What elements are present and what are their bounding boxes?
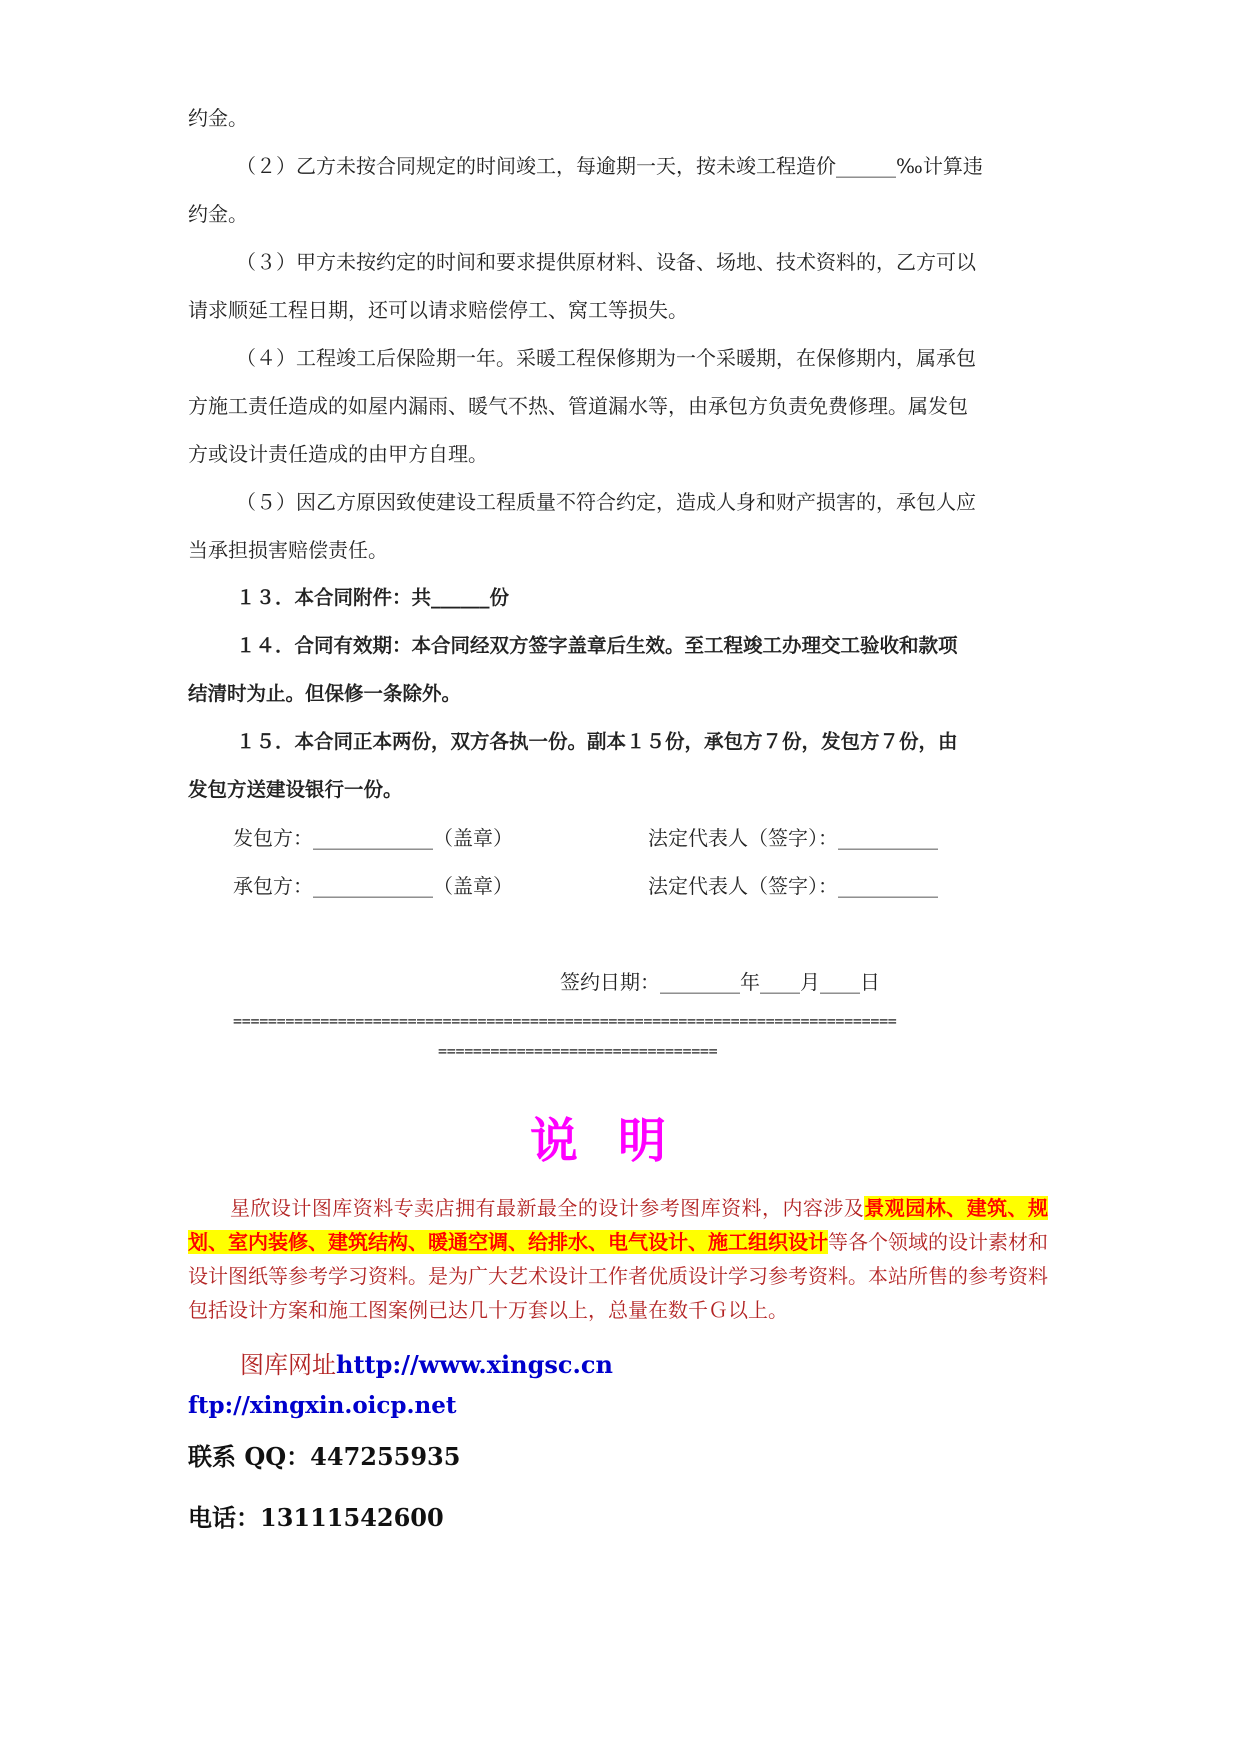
clause-12-5-tail: 当承担损害赔偿责任。 — [188, 538, 388, 562]
clause-14-tail: 结清时为止。但保修一条除外。 — [188, 682, 462, 705]
signing-date: 签约日期：________年____月____日 — [560, 970, 880, 994]
notice-heading: 说明 — [529, 1113, 706, 1169]
document-page — [188, 94, 1048, 1533]
notice-intro — [188, 1191, 1048, 1327]
signing-date-row — [188, 958, 1048, 1006]
signature-row-employer — [188, 814, 1048, 862]
clause-12-2: （２）乙方未按合同规定的时间竣工，每逾期一天，按未竣工程造价______‰计算违 — [236, 154, 983, 178]
employer-signature: 发包方：____________（盖章） — [233, 826, 513, 850]
contractor-signature: 承包方：____________（盖章） — [233, 874, 513, 898]
phone-contact: 电话：13111542600 — [188, 1503, 444, 1532]
clause-13: １３．本合同附件：共______份 — [236, 586, 510, 609]
clause-14: １４．合同有效期：本合同经双方签字盖章后生效。至工程竣工办理交工验收和款项 — [236, 634, 958, 657]
separator-line-1: ============================================================================ — [233, 1012, 897, 1030]
employer-rep-signature: 法定代表人（签字）：__________ — [648, 826, 938, 850]
clause-12-3: （３）甲方未按约定的时间和要求提供原材料、设备、场地、技术资料的，乙方可以 — [236, 250, 976, 274]
clause-12-4: （４）工程竣工后保险期一年。采暖工程保修期为一个采暖期，在保修期内，属承包 — [236, 346, 976, 370]
separator-line-2: ================================ — [438, 1042, 718, 1060]
intro-text-after: 等各个领域的设计素材和设计图纸等参考学习资料。是为广大艺术设计工作者优质设计学习参考资料。本站所售的参考资料包括设计方案和施工图案例已达几十万套以上，总量在数千Ｇ以上。 — [188, 1230, 1048, 1322]
clause-12-5: （５）因乙方原因致使建设工程质量不符合约定，造成人身和财产损害的，承包人应 — [236, 490, 976, 514]
website-label: 图库网址 — [240, 1351, 336, 1379]
clause-12-4-cont: 方施工责任造成的如屋内漏雨、暖气不热、管道漏水等，由承包方负责免费修理。属发包 — [188, 394, 968, 418]
website-link[interactable]: http://www.xingsc.cn — [336, 1350, 613, 1379]
contractor-rep-signature: 法定代表人（签字）：__________ — [648, 874, 938, 898]
clause-15-tail: 发包方送建设银行一份。 — [188, 778, 403, 801]
ftp-link[interactable]: ftp://xingxin.oicp.net — [188, 1392, 457, 1419]
qq-contact: 联系 QQ：447255935 — [188, 1442, 461, 1471]
intro-highlight: 景观园林、建筑、规划、室内装修、建筑结构、暖通空调、给排水、电气设计、施工组织设计 — [188, 1196, 1049, 1254]
signature-row-contractor — [188, 862, 1048, 910]
intro-text-before: 星欣设计图库资料专卖店拥有最新最全的设计参考图库资料，内容涉及 — [230, 1196, 865, 1220]
clause-15: １５．本合同正本两份，双方各执一份。副本１５份，承包方７份，发包方７份，由 — [236, 730, 958, 753]
website-line — [240, 1345, 1048, 1380]
clause-12-3-tail: 请求顺延工程日期，还可以请求赔偿停工、窝工等损失。 — [188, 298, 688, 322]
clause-12-1-tail: 约金。 — [188, 106, 248, 130]
clause-12-2-tail: 约金。 — [188, 202, 248, 226]
clause-12-4-tail: 方或设计责任造成的由甲方自理。 — [188, 442, 488, 466]
